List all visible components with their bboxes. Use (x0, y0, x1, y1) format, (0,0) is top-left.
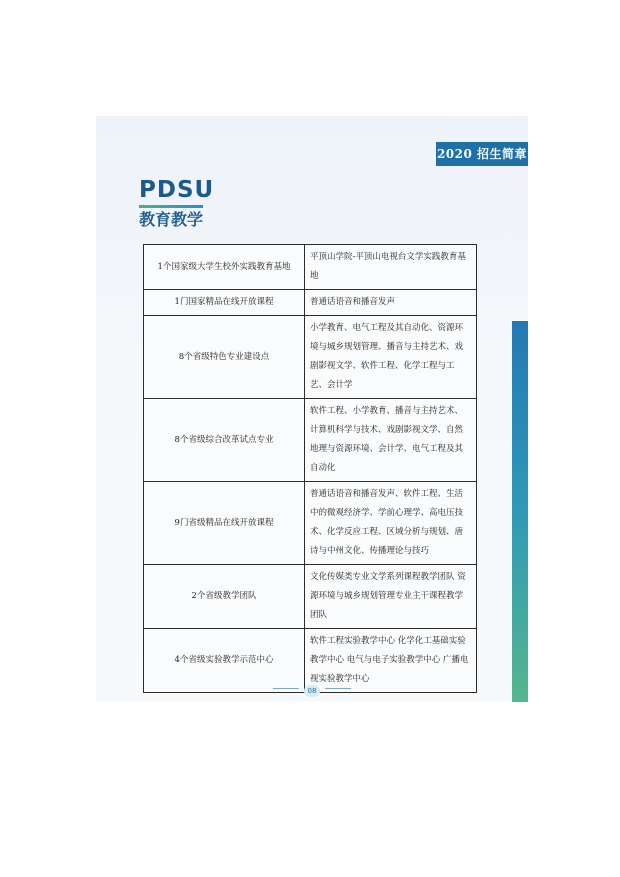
logo-underline (139, 205, 203, 208)
header-banner: 2020 招生简章 (436, 142, 528, 166)
page-number: 08 (304, 685, 320, 697)
row-category: 1门国家精品在线开放课程 (144, 290, 305, 316)
logo-block (139, 178, 214, 230)
page-footer (96, 678, 528, 697)
row-category: 1个国家级大学生校外实践教育基地 (144, 245, 305, 290)
row-category: 9门省级精品在线开放课程 (144, 482, 305, 565)
brochure-page (96, 116, 528, 702)
row-category: 4个省级实验教学示范中心 (144, 629, 305, 693)
row-details: 软件工程、小学教育、播音与主持艺术、计算机科学与技术、戏剧影视文学、自然地理与资源环境、会计学、电气工程及其自动化 (305, 399, 477, 482)
table-row (144, 482, 477, 565)
table-row (144, 245, 477, 290)
row-details: 普通话语音和播音发声 (305, 290, 477, 316)
table-row (144, 565, 477, 629)
table-row (144, 290, 477, 316)
section-title: 教育教学 (139, 210, 204, 229)
footer-line-right (325, 688, 351, 689)
row-details: 平顶山学院-平顶山电视台文学实践教育基地 (305, 245, 477, 290)
logo-text: PDSU (139, 177, 215, 203)
row-details: 小学教育、电气工程及其自动化、资源环境与城乡规划管理、播音与主持艺术、戏剧影视文学、软件工程、化学工程与工艺、会计学 (305, 316, 477, 399)
decorative-stripe (512, 321, 528, 702)
footer-line-left (273, 688, 299, 689)
row-category: 8个省级特色专业建设点 (144, 316, 305, 399)
row-category: 2个省级教学团队 (144, 565, 305, 629)
row-category: 8个省级综合改革试点专业 (144, 399, 305, 482)
table-row (144, 399, 477, 482)
education-table (143, 244, 477, 693)
table-row (144, 316, 477, 399)
row-details: 软件工程实验教学中心 化学化工基础实验教学中心 电气与电子实验教学中心 广播电视实验教学中心 (305, 629, 477, 693)
row-details: 文化传媒类专业文学系列课程教学团队 资源环境与城乡规划管理专业主干课程教学团队 (305, 565, 477, 629)
row-details: 普通话语音和播音发声、软件工程、生活中的微观经济学、学前心理学、高电压技术、化学反应工程、区域分析与规划、唐诗与中州文化、传播理论与技巧 (305, 482, 477, 565)
